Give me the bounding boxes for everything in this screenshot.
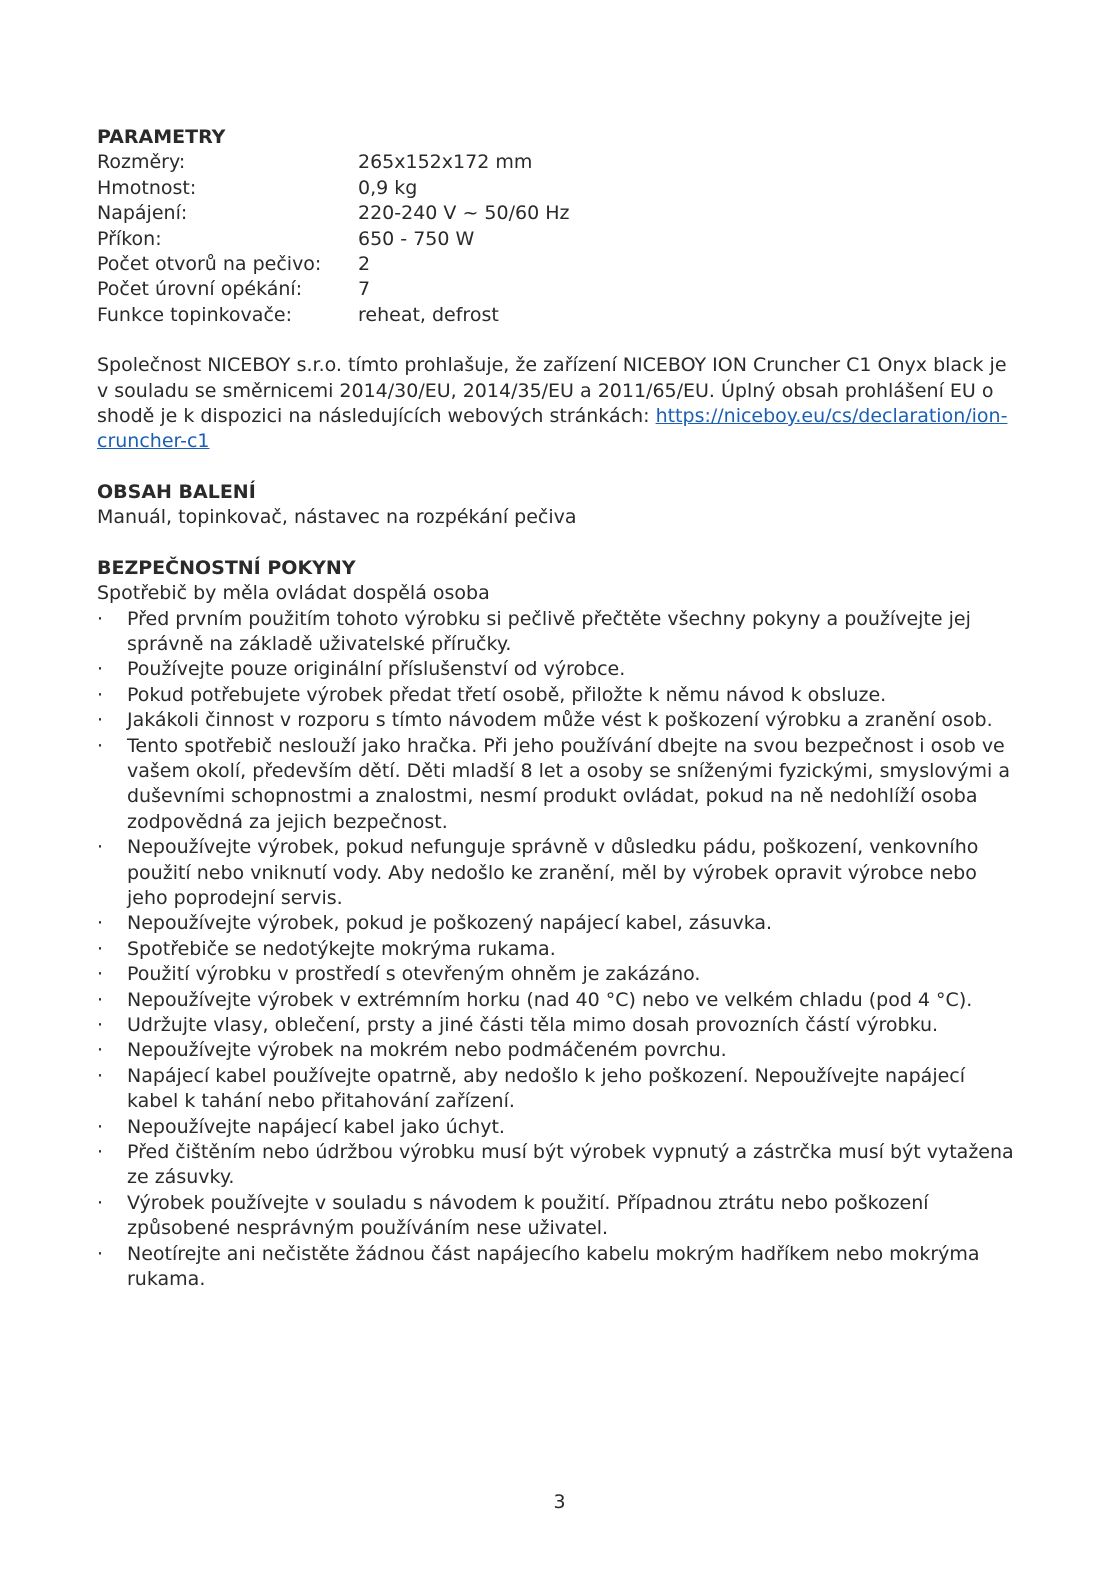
spacer [97, 328, 1017, 353]
param-row [97, 277, 1017, 302]
list-item [97, 835, 1017, 911]
param-value: 0,9 kg [358, 176, 418, 199]
list-item [97, 937, 1017, 962]
param-value: 220-240 V ~ 50/60 Hz [358, 202, 570, 225]
list-item [97, 988, 1017, 1013]
obsah-baleni-heading: OBSAH BALENÍ [97, 480, 256, 503]
list-item [97, 1038, 1017, 1063]
list-item [97, 1191, 1017, 1242]
safety-list [97, 607, 1017, 1293]
param-value: 650 - 750 W [358, 227, 475, 250]
list-item-text: Nepoužívejte napájecí kabel jako úchyt. [127, 1115, 505, 1138]
parametry-heading: PARAMETRY [97, 126, 226, 148]
list-item [97, 708, 1017, 733]
param-key: Napájení: [97, 202, 188, 225]
list-item-text: Spotřebiče se nedotýkejte mokrýma rukama. [127, 937, 556, 960]
list-item-text: Jakákoli činnost v rozporu s tímto návodem může vést k poškození výrobku a zranění osob. [127, 709, 993, 732]
bullet: · [97, 709, 104, 732]
list-item [97, 962, 1017, 987]
list-item-text: Nepoužívejte výrobek v extrémním horku (nad 40 °C) nebo ve velkém chladu (pod 4 °C). [127, 988, 973, 1011]
param-key: Příkon: [97, 227, 162, 250]
list-item-text: Udržujte vlasy, oblečení, prsty a jiné části těla mimo dosah provozních částí výrobku. [127, 1014, 939, 1036]
param-value: 2 [358, 253, 371, 276]
list-item [97, 1115, 1017, 1140]
list-item-text: Pokud potřebujete výrobek předat třetí osobě, přiložte k němu návod k obsluze. [127, 683, 887, 706]
bullet: · [97, 963, 104, 986]
bezpecnostni-pokyny-intro: Spotřebič by měla ovládat dospělá osoba [97, 582, 490, 605]
list-item [97, 1242, 1017, 1293]
param-row [97, 303, 1017, 328]
list-item [97, 1140, 1017, 1191]
param-row [97, 176, 1017, 201]
bullet: · [97, 1064, 104, 1087]
list-item-text: Použití výrobku v prostředí s otevřeným ohněm je zakázáno. [127, 963, 701, 986]
list-item-text: Nepoužívejte výrobek na mokrém nebo podmáčeném povrchu. [127, 1039, 727, 1062]
bullet: · [97, 1014, 104, 1036]
list-item [97, 734, 1017, 836]
bullet: · [97, 1115, 104, 1138]
param-row [97, 201, 1017, 226]
list-item-text: Výrobek používejte v souladu s návodem k použití. Případnou ztrátu nebo poškození způsobené nesprávným používáním nese uživatel. [127, 1191, 929, 1240]
param-row [97, 252, 1017, 277]
obsah-baleni-text: Manuál, topinkovač, nástavec na rozpékání pečiva [97, 506, 577, 529]
bullet: · [97, 683, 104, 706]
param-value: reheat, defrost [358, 303, 499, 326]
bezpecnostni-pokyny-heading: BEZPEČNOSTNÍ POKYNY [97, 556, 356, 579]
list-item-text: Tento spotřebič neslouží jako hračka. Při jeho používání dbejte na svou bezpečnost i osob ve vašem okolí, především dětí. Děti mladší 8 let a osoby se sníženými fyzickými, smyslovými a duševními schopnostmi a znalostmi, nesmí produkt ovládat, pokud na ně nedohlíží osoba zodpovědná za jejich bezpečnost. [127, 734, 1010, 833]
list-item-text: Před prvním použitím tohoto výrobku si pečlivě přečtěte všechny pokyny a používejte jej správně na základě uživatelské příručky. [127, 607, 971, 655]
spacer [97, 531, 1017, 556]
bullet: · [97, 1039, 104, 1062]
bullet: · [97, 1191, 104, 1214]
declaration-text: Společnost NICEBOY s.r.o. tímto prohlašuje, že zařízení NICEBOY ION Cruncher C1 Onyx black je v souladu se směrnicemi 2014/30/EU, 2014/35/EU a 2011/65/EU. Úplný obsah prohlášení EU o shodě je k dispozici na následujících webových stránkách: [97, 354, 1007, 428]
document-page [97, 125, 1017, 1292]
page-number: 3 [553, 1491, 566, 1513]
list-item [97, 657, 1017, 682]
bullet: · [97, 607, 104, 630]
list-item-text: Napájecí kabel používejte opatrně, aby nedošlo k jeho poškození. Nepoužívejte napájecí kabel k tahání nebo přitahování zařízení. [127, 1064, 966, 1113]
param-key: Počet otvorů na pečivo: [97, 253, 322, 276]
bullet: · [97, 912, 104, 935]
list-item [97, 607, 1017, 658]
declaration-paragraph [97, 353, 1017, 455]
declaration-link[interactable]: https://niceboy.eu/cs/declaration/ion-cruncher-c1 [97, 405, 1008, 453]
list-item-text: Nepoužívejte výrobek, pokud je poškozený napájecí kabel, zásuvka. [127, 912, 773, 935]
bullet: · [97, 988, 104, 1011]
list-item [97, 1013, 1017, 1038]
list-item [97, 911, 1017, 936]
list-item-text: Před čištěním nebo údržbou výrobku musí být výrobek vypnutý a zástrčka musí být vytažena ze zásuvky. [127, 1141, 1014, 1189]
bullet: · [97, 836, 104, 859]
list-item-text: Neotírejte ani nečistěte žádnou část napájecího kabelu mokrým hadříkem nebo mokrýma rukama. [127, 1242, 980, 1291]
parametry-table [97, 150, 1017, 328]
param-value: 7 [358, 278, 371, 301]
param-value: 265x152x172 mm [358, 151, 533, 174]
spacer [97, 455, 1017, 480]
list-item [97, 683, 1017, 708]
list-item-text: Používejte pouze originální příslušenství od výrobce. [127, 658, 626, 681]
list-item [97, 1064, 1017, 1115]
bullet: · [97, 1141, 104, 1164]
bullet: · [97, 1242, 104, 1265]
param-row [97, 227, 1017, 252]
param-key: Hmotnost: [97, 176, 197, 199]
bullet: · [97, 734, 104, 757]
bullet: · [97, 658, 104, 681]
param-row [97, 150, 1017, 175]
param-key: Počet úrovní opékání: [97, 278, 303, 301]
bullet: · [97, 937, 104, 960]
param-key: Funkce topinkovače: [97, 303, 292, 326]
param-key: Rozměry: [97, 151, 186, 174]
list-item-text: Nepoužívejte výrobek, pokud nefunguje správně v důsledku pádu, poškození, venkovního použití nebo vniknutí vody. Aby nedošlo ke zranění, měl by výrobek opravit výrobce nebo jeho poprodejní servis. [127, 836, 979, 909]
